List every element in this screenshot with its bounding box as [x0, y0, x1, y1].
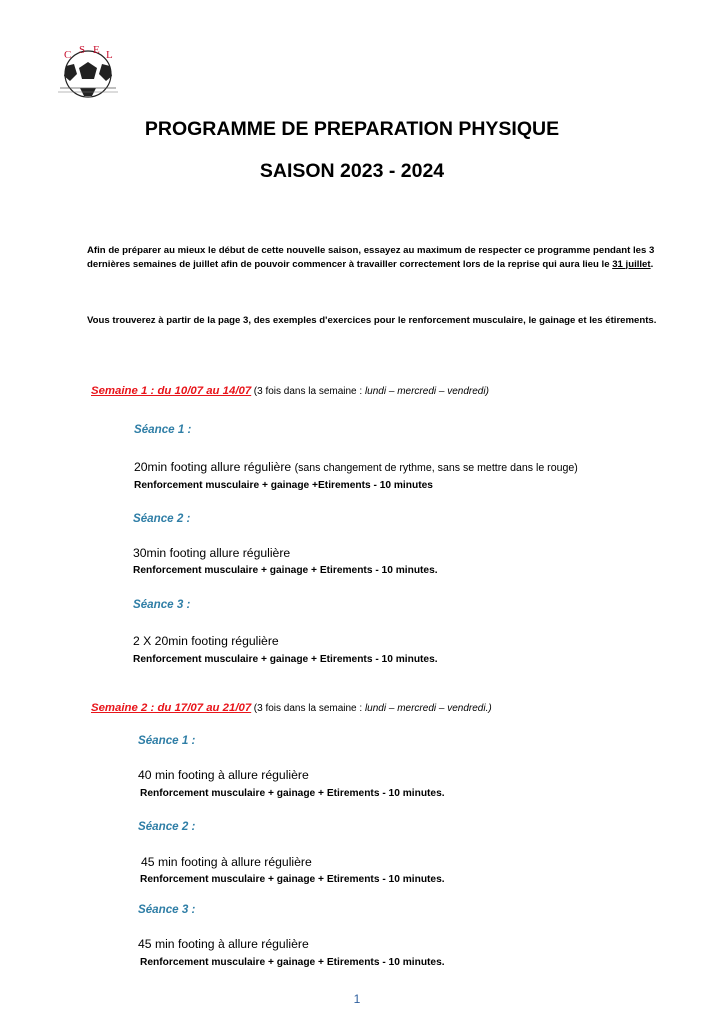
- week-1-seance-2-renfo: Renforcement musculaire + gainage + Etirements - 10 minutes.: [133, 565, 438, 576]
- logo-letter-l: L: [106, 49, 113, 61]
- week-1-seance-3-label: Séance 3 :: [133, 598, 191, 611]
- logo-letter-e: E: [93, 44, 100, 56]
- week-1-header: [91, 385, 489, 397]
- season-title: SAISON 2023 - 2024: [259, 160, 445, 182]
- football-logo-icon: [50, 44, 126, 102]
- week-1-title: Semaine 1 : du 10/07 au 14/07: [91, 385, 252, 397]
- week-1-seance-1-label: Séance 1 :: [134, 423, 192, 436]
- footing-note: (sans changement de rythme, sans se mettre dans le rouge): [294, 462, 578, 474]
- intro-end: .: [650, 258, 654, 270]
- week-2-header: [91, 702, 492, 714]
- logo-letter-s: S: [79, 44, 86, 56]
- intro-text: Afin de préparer au mieux le début de cette nouvelle saison, essayez au maximum de respecter ce programme pendant les 3 dernières semaines de juillet afin de pouvoir commencer à travailler correctement lors de la reprise qui aura lieu le: [87, 245, 655, 270]
- week-1-note-open: (3 fois dans la semaine :: [253, 386, 365, 397]
- week-2-seance-1-renfo: Renforcement musculaire + gainage + Etirements - 10 minutes.: [140, 788, 445, 799]
- week-1-seance-2-footing: 30min footing allure régulière: [133, 546, 291, 560]
- week-2-days: lundi – mercredi – vendredi.): [364, 703, 492, 714]
- week-1-seance-2-label: Séance 2 :: [133, 512, 191, 525]
- intro-paragraph-2: Vous trouverez à partir de la page 3, des exemples d'exercices pour le renforcement musculaire, le gainage et les étirements.: [87, 315, 657, 326]
- week-2-seance-3-footing: 45 min footing à allure régulière: [138, 937, 309, 951]
- week-1-days: lundi – mercredi – vendredi): [364, 386, 489, 397]
- week-1-seance-1-renfo: Renforcement musculaire + gainage +Etirements - 10 minutes: [134, 480, 433, 491]
- week-2-seance-2-label: Séance 2 :: [138, 820, 196, 833]
- week-1-seance-1-footing: [134, 460, 578, 474]
- logo-letter-c: C: [64, 49, 72, 61]
- week-2-seance-2-renfo: Renforcement musculaire + gainage + Etirements - 10 minutes.: [140, 874, 445, 885]
- week-2-note-open: (3 fois dans la semaine :: [253, 703, 365, 714]
- week-1-seance-3-renfo: Renforcement musculaire + gainage + Etirements - 10 minutes.: [133, 654, 438, 665]
- week-1-note: [254, 386, 489, 397]
- club-logo: [50, 44, 126, 102]
- footing-text: 20min footing allure régulière: [134, 460, 295, 474]
- week-2-seance-2-footing: 45 min footing à allure régulière: [141, 855, 312, 869]
- week-2-seance-3-label: Séance 3 :: [138, 903, 196, 916]
- week-2-seance-1-label: Séance 1 :: [138, 734, 196, 747]
- page-number: 1: [353, 992, 361, 1006]
- week-2-seance-1-footing: 40 min footing à allure régulière: [138, 768, 309, 782]
- reprise-date: 31 juillet: [612, 258, 651, 270]
- document-title: PROGRAMME DE PREPARATION PHYSIQUE: [144, 118, 560, 140]
- week-2-note: [254, 703, 492, 714]
- week-2-title: Semaine 2 : du 17/07 au 21/07: [91, 702, 252, 714]
- week-2-seance-3-renfo: Renforcement musculaire + gainage + Etirements - 10 minutes.: [140, 957, 445, 968]
- week-1-seance-3-footing: 2 X 20min footing régulière: [133, 634, 279, 648]
- intro-paragraph-1: [87, 244, 677, 271]
